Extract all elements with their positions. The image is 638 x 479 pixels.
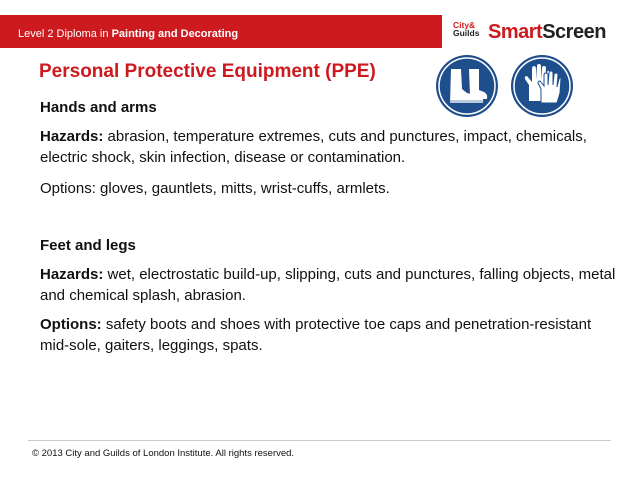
course-title bbox=[18, 28, 238, 40]
content-body bbox=[40, 97, 620, 356]
course-name: Painting and Decorating bbox=[111, 28, 239, 40]
hands-heading: Hands and arms bbox=[40, 99, 157, 116]
city-guilds-logo bbox=[453, 21, 479, 37]
logo-smart-text: Smart bbox=[488, 21, 543, 43]
logo-wordmark bbox=[488, 21, 606, 44]
copyright-footer: © 2013 City and Guilds of London Institute. All rights reserved. bbox=[32, 448, 295, 459]
logo-city-text: City& bbox=[453, 20, 476, 30]
feet-hazards-label: Hazards: bbox=[40, 266, 104, 283]
feet-options-text: safety boots and shoes with protective toe caps and penetration-resistant mid-sole, gaiters, leggings, spats. bbox=[40, 316, 592, 354]
hands-hazards-text: abrasion, temperature extremes, cuts and punctures, impact, chemicals, electric shock, skin infection, disease or contamination. bbox=[40, 128, 587, 166]
smartscreen-logo bbox=[453, 17, 633, 47]
feet-hazards-text: wet, electrostatic build-up, slipping, cuts and punctures, falling objects, metal and chemical splash, abrasion. bbox=[40, 266, 616, 304]
page-title: Personal Protective Equipment (PPE) bbox=[39, 61, 376, 82]
course-prefix: Level 2 Diploma in bbox=[18, 28, 112, 40]
feet-hazards bbox=[40, 264, 620, 306]
logo-screen-text: Screen bbox=[542, 21, 606, 43]
feet-options-label: Options: bbox=[40, 316, 102, 333]
hands-hazards-label: Hazards: bbox=[40, 128, 104, 145]
footer-divider bbox=[28, 440, 611, 441]
hands-hazards bbox=[40, 126, 620, 168]
logo-guilds-text: Guilds bbox=[453, 28, 480, 38]
feet-options bbox=[40, 314, 620, 356]
feet-heading: Feet and legs bbox=[40, 237, 136, 254]
hands-options: Options: gloves, gauntlets, mitts, wrist-cuffs, armlets. bbox=[40, 180, 390, 197]
